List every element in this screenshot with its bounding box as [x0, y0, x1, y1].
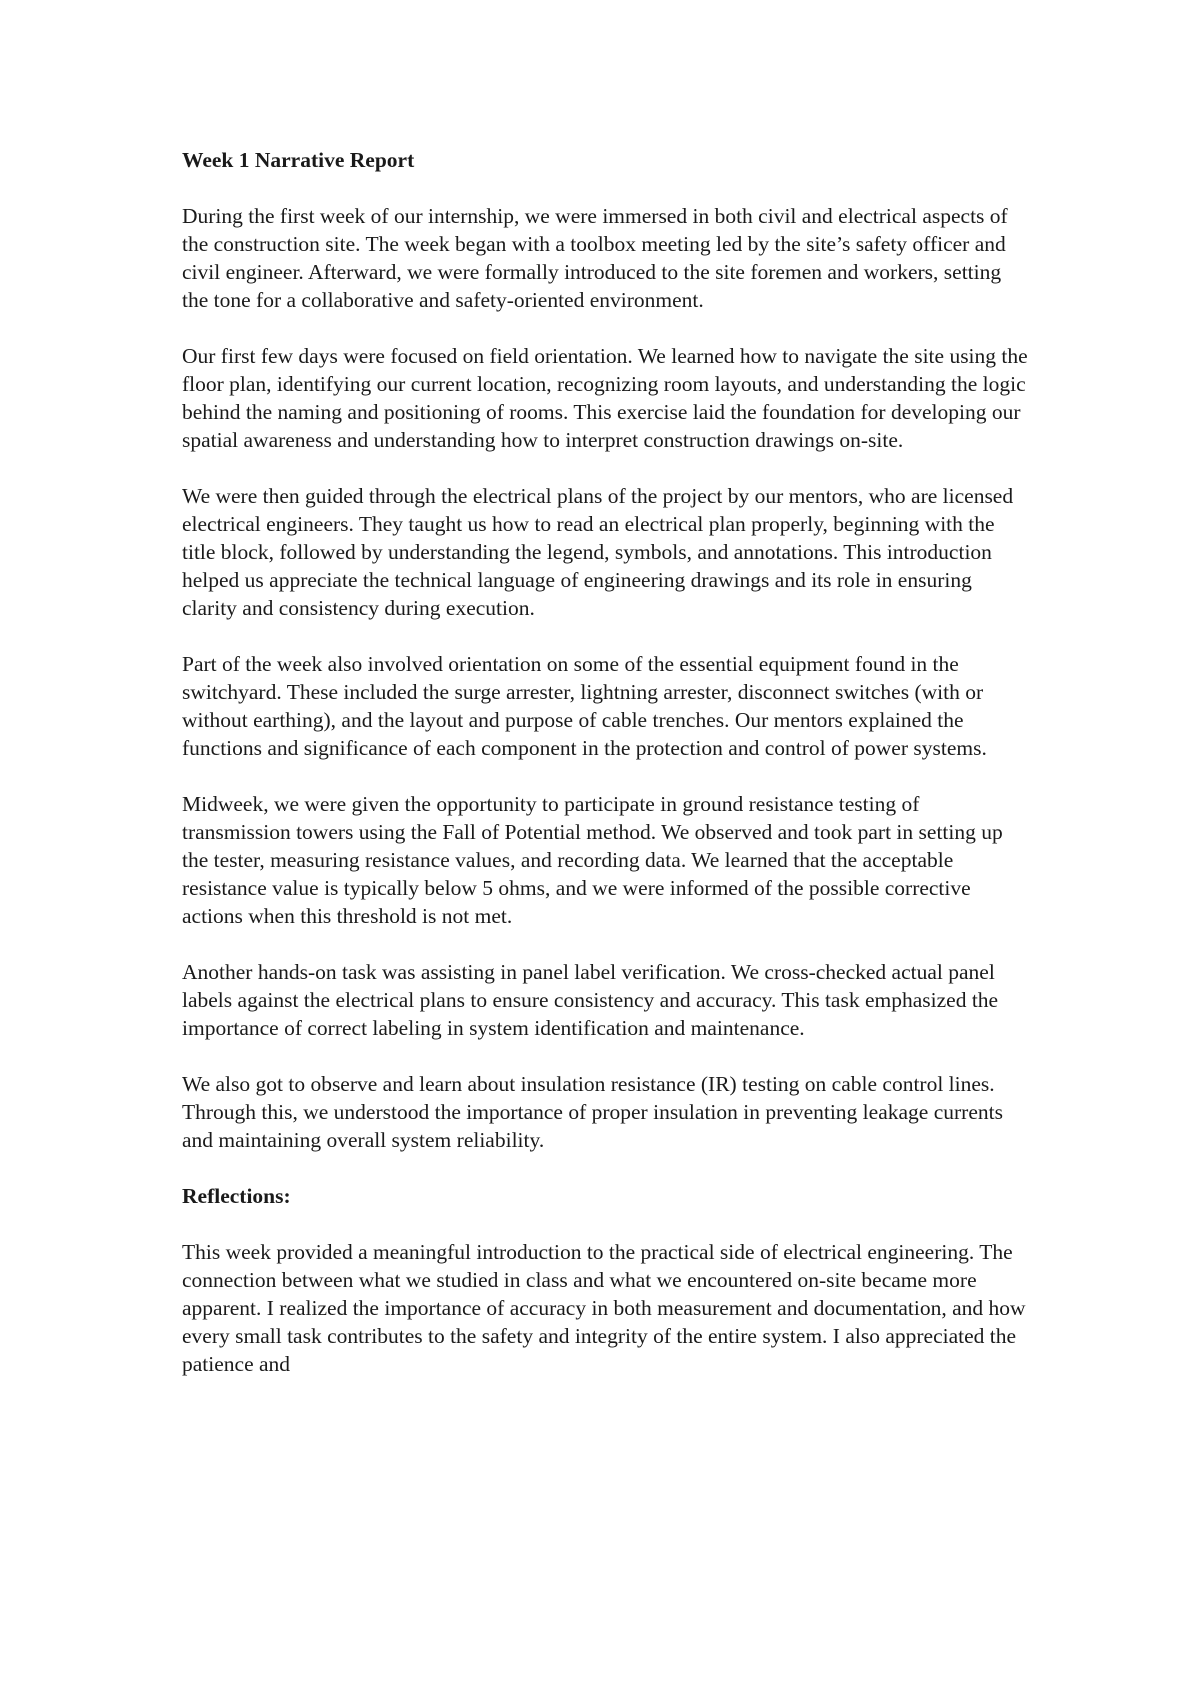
paragraph-field-orientation: Our first few days were focused on field orientation. We learned how to navigate the site using the floor plan, identifying our current location, recognizing room layouts, and understanding the logic behind the naming and positioning of rooms. This exercise laid the foundation for developing our spatial awareness and understanding how to interpret construction drawings on-site. [182, 344, 1028, 452]
paragraph-switchyard-equipment: Part of the week also involved orientation on some of the essential equipment found in the switchyard. These included the surge arrester, lightning arrester, disconnect switches (with or without earthing), and the layout and purpose of cable trenches. Our mentors explained the functions and significance of each component in the protection and control of power systems. [182, 652, 987, 760]
paragraph-electrical-plans: We were then guided through the electrical plans of the project by our mentors, who are licensed electrical engineers. They taught us how to read an electrical plan properly, beginning with the title block, followed by understanding the legend, symbols, and annotations. This introduction helped us appreciate the technical language of engineering drawings and its role in ensuring clarity and consistency during execution. [182, 484, 1014, 620]
report-title: Week 1 Narrative Report [182, 148, 415, 172]
paragraph-intro: During the first week of our internship, we were immersed in both civil and electrical aspects of the construction site. The week began with a toolbox meeting led by the site’s safety officer and civil engineer. Afterward, we were formally introduced to the site foremen and workers, setting the tone for a collaborative and safety-oriented environment. [182, 204, 1008, 312]
document-body [182, 146, 1032, 1406]
paragraph-insulation-resistance: We also got to observe and learn about insulation resistance (IR) testing on cable control lines. Through this, we understood the importance of proper insulation in preventing leakage currents and maintaining overall system reliability. [182, 1072, 1003, 1152]
paragraph-ground-resistance-testing: Midweek, we were given the opportunity to participate in ground resistance testing of transmission towers using the Fall of Potential method. We observed and took part in setting up the tester, measuring resistance values, and recording data. We learned that the acceptable resistance value is typically below 5 ohms, and we were informed of the possible corrective actions when this threshold is not met. [182, 792, 1003, 928]
paragraph-panel-label-verification: Another hands-on task was assisting in panel label verification. We cross-checked actual panel labels against the electrical plans to ensure consistency and accuracy. This task emphasized the importance of correct labeling in system identification and maintenance. [182, 960, 999, 1040]
paragraph-reflections: This week provided a meaningful introduction to the practical side of electrical engineering. The connection between what we studied in class and what we encountered on-site became more apparent. I realized the importance of accuracy in both measurement and documentation, and how every small task contributes to the safety and integrity of the entire system. I also appreciated the patience and [182, 1240, 1026, 1376]
reflections-heading: Reflections: [182, 1184, 291, 1208]
